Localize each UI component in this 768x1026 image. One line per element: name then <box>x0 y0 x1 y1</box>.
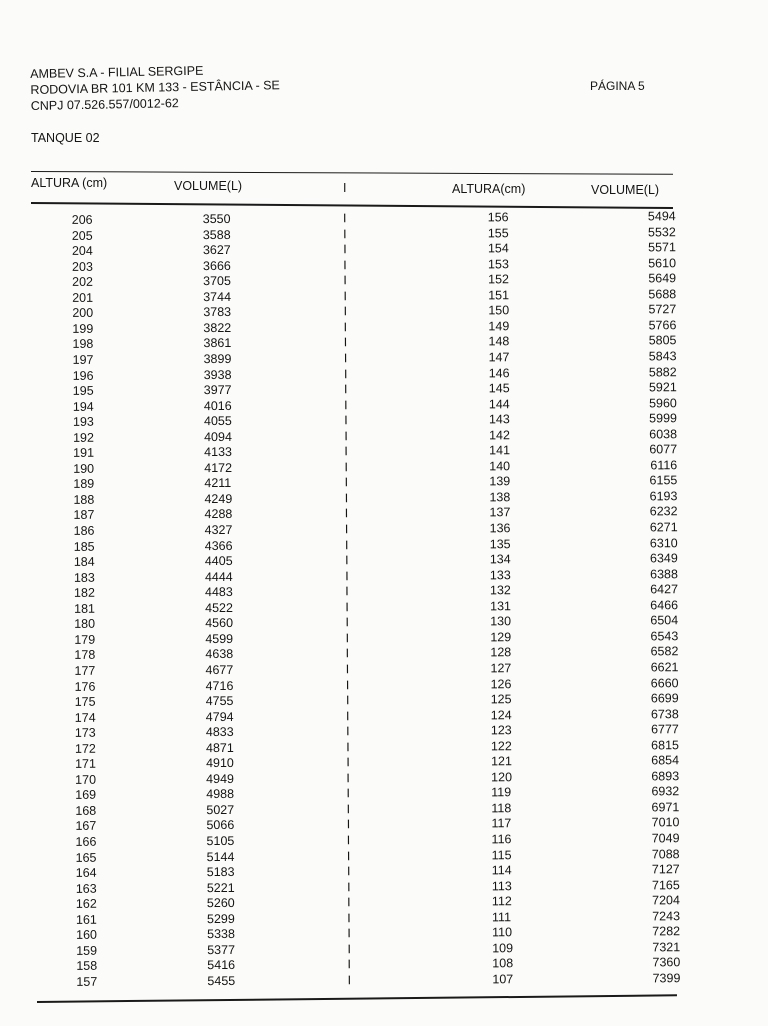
height-left-cell: 176 <box>74 679 96 694</box>
separator-cell: I <box>345 615 349 630</box>
height-left-cell: 181 <box>74 601 96 616</box>
height-left-cell: 201 <box>72 290 94 305</box>
height-left-cell: 161 <box>75 912 97 927</box>
separator-cell: I <box>344 428 348 443</box>
volume-right-cell: 6932 <box>651 784 680 799</box>
volume-right-cell: 6271 <box>649 520 678 535</box>
height-left-cell: 194 <box>72 399 94 414</box>
volume-right-cell: 6155 <box>649 473 678 488</box>
volume-left-cell: 3977 <box>203 382 232 398</box>
separator-cell: I <box>346 864 351 879</box>
volume-left-cell: 4677 <box>205 662 234 678</box>
volume-right-cell: 6777 <box>651 722 679 737</box>
separator-cell: I <box>346 848 351 863</box>
volume-right-cell: 6660 <box>650 675 679 690</box>
volume-left-cell: 4599 <box>205 631 234 646</box>
volume-left-cell: 4638 <box>205 647 234 662</box>
height-left-cell: 157 <box>76 974 98 989</box>
volume-left-cell: 4288 <box>204 507 233 522</box>
volume-left-cell: 4522 <box>205 600 233 615</box>
height-left-cell: 204 <box>71 243 93 258</box>
volume-left-cell: 4755 <box>205 693 234 709</box>
separator-cell: I <box>343 288 347 303</box>
height-right-cell: 149 <box>488 319 510 334</box>
separator-cell: I <box>344 413 348 428</box>
volume-left-cell: 5183 <box>206 865 235 880</box>
volume-right-cell: 6077 <box>649 442 678 457</box>
volume-right-cell: 6621 <box>650 660 679 675</box>
height-left-cell: 177 <box>74 663 96 678</box>
separator-cell: I <box>346 771 350 786</box>
height-right-cell: 123 <box>490 723 512 738</box>
volume-left-cell: 3938 <box>203 367 232 382</box>
volume-left-cell: 5105 <box>206 833 235 849</box>
separator-cell: I <box>346 755 350 770</box>
separator-cell: I <box>347 942 351 957</box>
volume-left-cell: 4871 <box>205 740 234 755</box>
height-right-cell: 110 <box>492 925 513 940</box>
volume-right-cell: 7282 <box>652 924 681 939</box>
separator-cell: I <box>344 506 349 521</box>
height-right-cell: 143 <box>488 412 510 427</box>
height-left-cell: 173 <box>74 725 96 741</box>
volume-left-cell: 4405 <box>204 554 233 569</box>
volume-right-cell: 7049 <box>651 831 680 846</box>
height-right-cell: 153 <box>487 256 509 271</box>
company-cnpj: CNPJ 07.526.557/0012-62 <box>30 96 179 113</box>
height-left-cell: 184 <box>73 554 95 569</box>
volume-left-cell: 4483 <box>204 585 233 600</box>
height-left-cell: 202 <box>72 274 94 290</box>
volume-right-cell: 5882 <box>648 364 677 379</box>
height-right-cell: 125 <box>490 692 512 707</box>
height-left-cell: 196 <box>72 368 94 383</box>
height-right-cell: 156 <box>487 210 509 225</box>
height-left-cell: 206 <box>71 212 93 227</box>
volume-right-cell: 7360 <box>652 955 681 970</box>
volume-right-cell: 6193 <box>649 489 678 504</box>
height-right-cell: 126 <box>490 676 512 691</box>
column-header-volume-left: VOLUME(L) <box>174 179 243 193</box>
volume-left-cell: 4133 <box>204 445 233 460</box>
height-left-cell: 165 <box>75 850 97 865</box>
volume-right-cell: 7165 <box>651 877 680 893</box>
height-left-cell: 203 <box>71 259 93 274</box>
volume-right-cell: 5805 <box>648 333 677 348</box>
separator-cell: I <box>345 553 349 568</box>
height-left-cell: 178 <box>74 648 96 663</box>
separator-cell: I <box>342 211 347 226</box>
table-row <box>2 971 768 991</box>
separator-cell: I <box>344 444 348 459</box>
volume-left-cell: 5455 <box>207 973 236 989</box>
height-left-cell: 170 <box>75 772 97 787</box>
volume-right-cell: 6310 <box>649 535 678 550</box>
volume-right-cell: 5532 <box>647 224 676 239</box>
volume-left-cell: 5027 <box>206 802 235 817</box>
volume-right-cell: 5766 <box>648 318 677 333</box>
volume-right-cell: 5960 <box>649 395 677 410</box>
volume-left-cell: 3705 <box>203 274 231 289</box>
separator-cell: I <box>343 273 347 288</box>
volume-right-cell: 6854 <box>651 753 680 768</box>
volume-left-cell: 3783 <box>203 305 232 320</box>
volume-left-cell: 3861 <box>203 336 232 351</box>
volume-right-cell: 5999 <box>649 411 677 426</box>
separator-cell: I <box>344 460 349 475</box>
height-right-cell: 120 <box>491 770 513 785</box>
volume-right-cell: 7010 <box>651 815 680 830</box>
height-right-cell: 150 <box>488 303 510 318</box>
height-left-cell: 167 <box>75 819 97 834</box>
volume-left-cell: 3666 <box>202 258 231 273</box>
height-right-cell: 113 <box>491 878 512 893</box>
height-right-cell: 154 <box>487 241 509 256</box>
height-right-cell: 136 <box>489 521 511 536</box>
height-right-cell: 133 <box>489 567 511 582</box>
column-header-separator: I <box>343 181 347 195</box>
volume-right-cell: 5843 <box>648 349 677 364</box>
height-right-cell: 137 <box>489 505 511 520</box>
separator-cell: I <box>346 833 351 848</box>
height-left-cell: 187 <box>73 508 95 523</box>
height-left-cell: 183 <box>73 570 95 585</box>
volume-right-cell: 7321 <box>652 940 681 955</box>
separator-cell: I <box>346 724 350 739</box>
column-header-height-right: ALTURA(cm) <box>452 182 526 196</box>
height-left-cell: 166 <box>75 834 97 849</box>
volume-left-cell: 5416 <box>207 958 236 973</box>
volume-left-cell: 4560 <box>205 616 234 631</box>
volume-right-cell: 5688 <box>648 286 677 302</box>
separator-cell: I <box>344 522 349 537</box>
height-left-cell: 160 <box>76 928 98 943</box>
volume-left-cell: 4211 <box>204 476 232 491</box>
height-left-cell: 195 <box>72 383 94 398</box>
height-left-cell: 197 <box>72 352 94 367</box>
company-address: RODOVIA BR 101 KM 133 - ESTÂNCIA - SE <box>30 78 280 97</box>
separator-cell: I <box>344 475 349 490</box>
volume-left-cell: 4988 <box>206 787 235 802</box>
height-left-cell: 199 <box>72 321 94 336</box>
height-right-cell: 134 <box>489 552 511 567</box>
volume-right-cell: 6504 <box>650 613 679 628</box>
height-right-cell: 111 <box>491 909 512 925</box>
volume-left-cell: 4366 <box>204 538 233 553</box>
height-left-cell: 162 <box>75 896 97 912</box>
volume-left-cell: 5144 <box>206 849 235 864</box>
volume-right-cell: 6388 <box>650 566 678 582</box>
volume-right-cell: 7088 <box>651 846 680 861</box>
height-right-cell: 107 <box>492 972 514 987</box>
volume-left-cell: 5221 <box>206 880 235 895</box>
height-left-cell: 182 <box>73 585 95 601</box>
height-left-cell: 189 <box>73 477 95 492</box>
volume-right-cell: 6699 <box>650 691 679 706</box>
volume-right-cell: 5610 <box>648 255 677 271</box>
separator-cell: I <box>345 631 350 646</box>
volume-left-cell: 5260 <box>206 896 235 911</box>
volume-right-cell: 6543 <box>650 629 679 644</box>
separator-cell: I <box>343 320 348 335</box>
volume-right-cell: 6582 <box>650 644 679 659</box>
separator-cell: I <box>343 382 348 397</box>
separator-cell: I <box>344 397 348 412</box>
separator-cell: I <box>345 662 350 677</box>
height-right-cell: 155 <box>487 225 509 240</box>
height-right-cell: 151 <box>488 287 510 303</box>
volume-right-cell: 6116 <box>650 458 678 473</box>
height-right-cell: 135 <box>489 536 511 551</box>
volume-left-cell: 5066 <box>206 818 235 833</box>
height-right-cell: 122 <box>490 738 512 754</box>
separator-cell: I <box>346 802 351 817</box>
separator-cell: I <box>347 926 351 941</box>
height-left-cell: 169 <box>75 788 97 803</box>
height-right-cell: 139 <box>489 474 511 489</box>
volume-left-cell: 3588 <box>202 227 231 242</box>
column-header-height-left: ALTURA (cm) <box>31 176 108 190</box>
volume-right-cell: 6815 <box>651 737 679 753</box>
separator-cell: I <box>345 708 350 723</box>
height-right-cell: 124 <box>490 707 512 722</box>
height-left-cell: 186 <box>73 523 95 538</box>
height-right-cell: 116 <box>491 832 512 847</box>
volume-right-cell: 7399 <box>652 971 681 986</box>
height-right-cell: 145 <box>488 381 510 396</box>
height-left-cell: 185 <box>73 539 95 554</box>
volume-right-cell: 7204 <box>652 893 680 908</box>
volume-left-cell: 3744 <box>203 289 232 304</box>
separator-cell: I <box>345 677 350 692</box>
height-left-cell: 164 <box>75 865 97 880</box>
height-right-cell: 132 <box>489 583 511 598</box>
height-right-cell: 115 <box>491 847 512 862</box>
separator-cell: I <box>347 973 352 988</box>
height-right-cell: 147 <box>488 350 510 365</box>
separator-cell: I <box>343 257 347 272</box>
volume-left-cell: 4327 <box>204 522 233 538</box>
volume-left-cell: 4716 <box>205 678 234 693</box>
height-right-cell: 141 <box>489 443 511 458</box>
height-left-cell: 172 <box>74 741 96 756</box>
separator-cell: I <box>347 895 351 910</box>
volume-left-cell: 3899 <box>203 351 232 367</box>
separator-cell: I <box>345 693 350 708</box>
volume-left-cell: 4172 <box>204 460 233 475</box>
volume-right-cell: 7243 <box>652 908 681 924</box>
separator-cell: I <box>346 817 351 832</box>
height-right-cell: 112 <box>491 894 512 909</box>
separator-cell: I <box>346 739 350 754</box>
height-left-cell: 171 <box>75 757 96 772</box>
height-right-cell: 121 <box>491 754 512 769</box>
separator-cell: I <box>343 304 348 319</box>
separator-cell: I <box>343 351 348 366</box>
separator-cell: I <box>345 646 350 661</box>
volume-right-cell: 6971 <box>651 800 680 815</box>
volume-right-cell: 5571 <box>648 240 676 255</box>
volume-left-cell: 4949 <box>206 771 235 786</box>
height-left-cell: 198 <box>72 337 94 352</box>
height-right-cell: 148 <box>488 334 510 349</box>
volume-right-cell: 6427 <box>650 582 679 597</box>
height-left-cell: 188 <box>73 492 95 507</box>
volume-left-cell: 4910 <box>206 756 234 771</box>
height-left-cell: 192 <box>73 430 94 445</box>
volume-left-cell: 5338 <box>207 927 235 942</box>
separator-cell: I <box>347 879 351 894</box>
height-right-cell: 119 <box>491 785 512 800</box>
height-right-cell: 130 <box>490 614 512 629</box>
volume-right-cell: 7127 <box>651 862 680 877</box>
separator-cell: I <box>343 242 347 257</box>
separator-cell: I <box>343 335 348 350</box>
height-right-cell: 152 <box>488 272 510 287</box>
volume-right-cell: 6466 <box>650 597 679 613</box>
separator-cell: I <box>344 491 349 506</box>
company-name: AMBEV S.A - FILIAL SERGIPE <box>30 63 204 81</box>
height-left-cell: 193 <box>72 414 94 430</box>
volume-right-cell: 5921 <box>648 380 677 395</box>
volume-left-cell: 4249 <box>204 491 233 506</box>
height-left-cell: 174 <box>74 710 96 725</box>
height-right-cell: 138 <box>489 490 511 505</box>
separator-cell: I <box>347 910 351 925</box>
volume-left-cell: 4094 <box>204 429 232 444</box>
separator-cell: I <box>345 568 349 583</box>
height-right-cell: 146 <box>488 365 510 380</box>
height-right-cell: 129 <box>490 630 512 645</box>
page-number: PÁGINA 5 <box>590 79 645 93</box>
height-left-cell: 179 <box>74 632 96 647</box>
height-right-cell: 142 <box>489 427 510 443</box>
height-right-cell: 144 <box>488 396 510 411</box>
volume-left-cell: 4055 <box>203 414 232 429</box>
volume-left-cell: 4794 <box>205 709 234 724</box>
height-right-cell: 140 <box>489 459 511 474</box>
volume-left-cell: 3627 <box>202 243 231 258</box>
volume-left-cell: 3822 <box>203 320 232 335</box>
height-left-cell: 191 <box>73 446 95 461</box>
volume-right-cell: 6038 <box>649 426 678 442</box>
height-left-cell: 163 <box>75 881 97 896</box>
volume-left-cell: 5299 <box>206 911 235 926</box>
column-header-volume-right: VOLUME(L) <box>591 183 660 197</box>
height-left-cell: 175 <box>74 694 96 709</box>
height-right-cell: 114 <box>491 863 512 878</box>
volume-right-cell: 5494 <box>647 209 676 224</box>
height-right-cell: 131 <box>490 598 512 614</box>
height-left-cell: 180 <box>74 617 96 632</box>
separator-cell: I <box>347 957 352 972</box>
volume-right-cell: 5727 <box>648 302 677 317</box>
volume-right-cell: 6232 <box>649 504 678 519</box>
volume-right-cell: 6738 <box>650 706 679 721</box>
height-right-cell: 109 <box>492 941 514 956</box>
height-left-cell: 205 <box>71 228 93 243</box>
volume-left-cell: 4444 <box>204 569 233 584</box>
height-left-cell: 200 <box>72 306 94 321</box>
separator-cell: I <box>344 537 349 552</box>
height-right-cell: 108 <box>492 956 514 971</box>
height-left-cell: 159 <box>76 943 98 958</box>
volume-left-cell: 4016 <box>203 398 232 413</box>
volume-right-cell: 5649 <box>648 271 677 286</box>
height-left-cell: 190 <box>73 461 95 476</box>
separator-cell: I <box>346 786 351 801</box>
height-right-cell: 128 <box>490 645 512 660</box>
volume-left-cell: 5377 <box>207 942 236 957</box>
tank-label: TANQUE 02 <box>31 131 100 145</box>
separator-cell: I <box>343 366 348 381</box>
separator-cell: I <box>345 584 349 599</box>
separator-cell: I <box>345 599 349 614</box>
height-left-cell: 168 <box>75 803 97 818</box>
height-right-cell: 118 <box>491 801 512 816</box>
volume-right-cell: 6349 <box>649 551 678 566</box>
height-right-cell: 117 <box>491 816 512 831</box>
height-left-cell: 158 <box>76 959 98 974</box>
volume-left-cell: 4833 <box>205 725 234 740</box>
separator-cell: I <box>343 226 347 241</box>
volume-right-cell: 6893 <box>651 768 680 784</box>
height-right-cell: 127 <box>490 661 512 676</box>
volume-left-cell: 3550 <box>202 211 231 227</box>
